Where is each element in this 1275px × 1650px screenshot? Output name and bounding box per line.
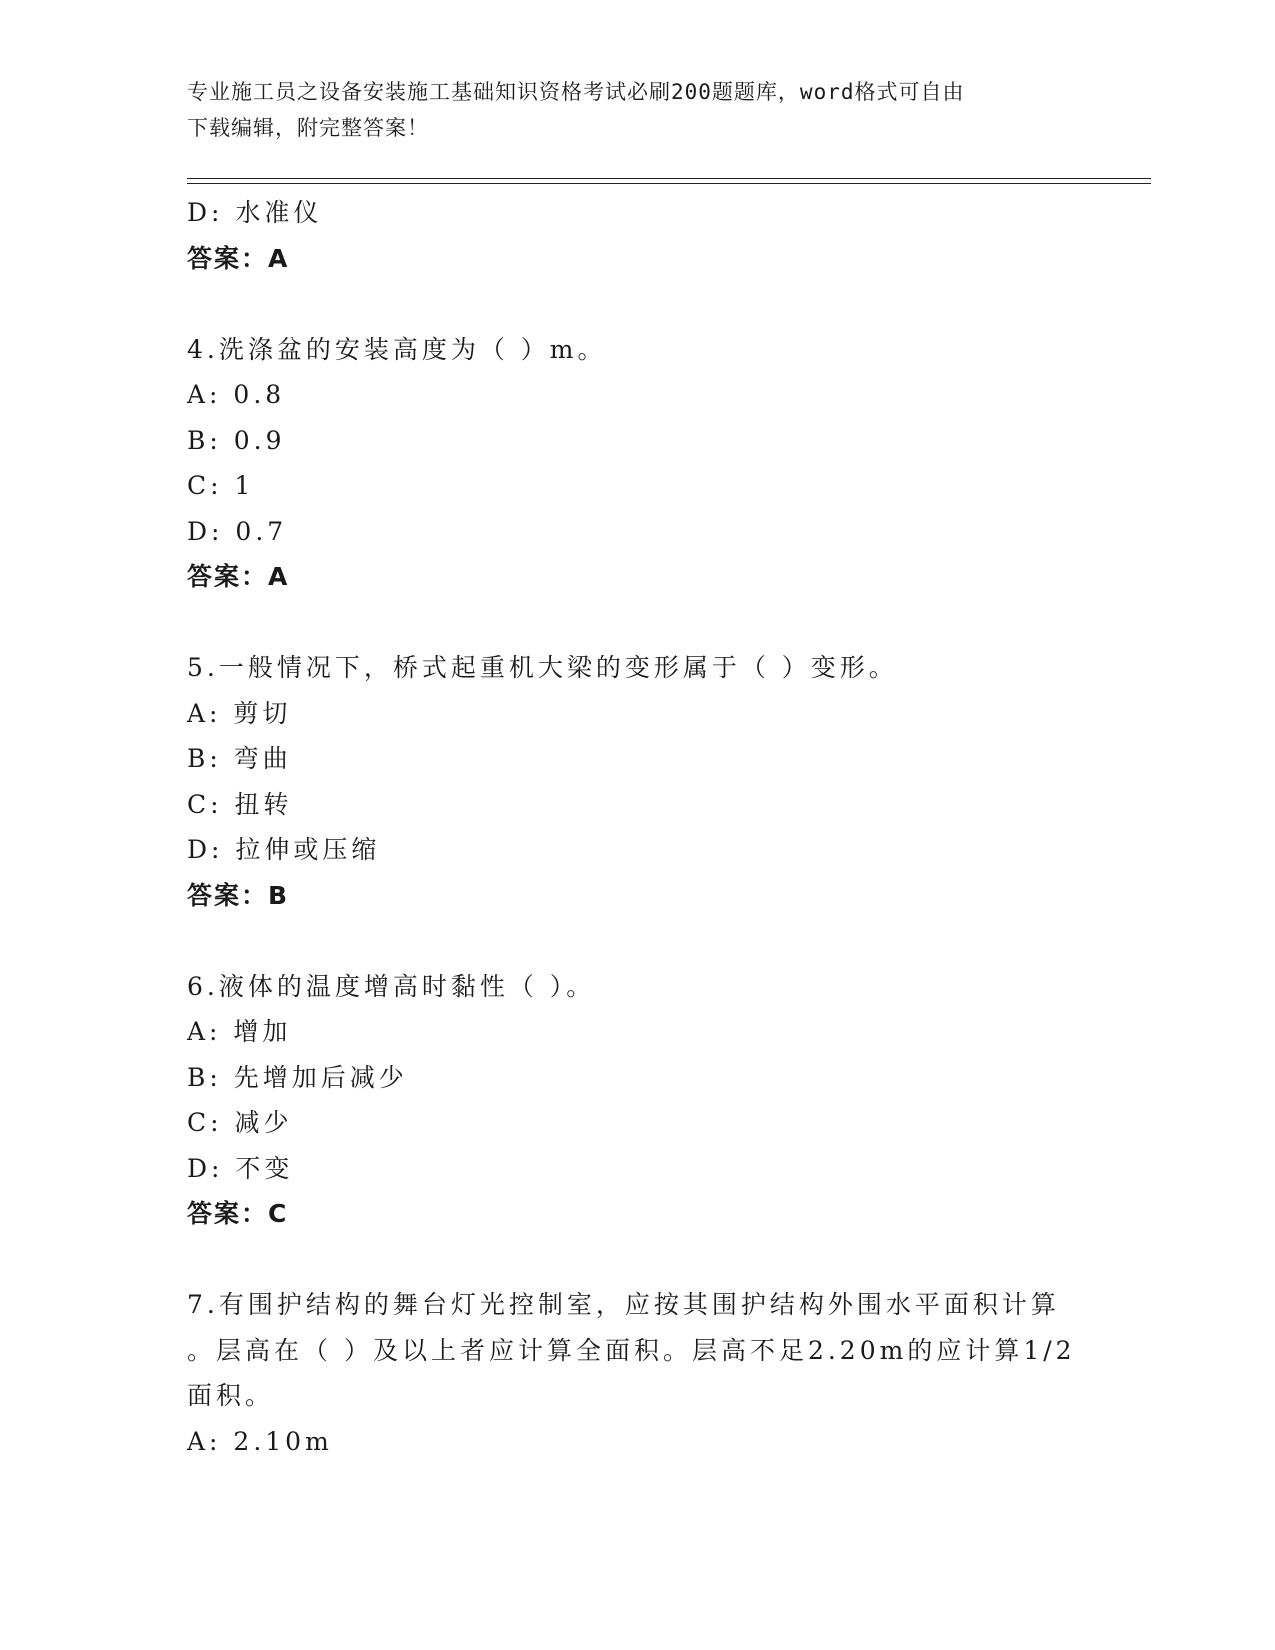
document-header <box>187 74 1087 146</box>
question-text-line-3: 面积。 <box>187 1381 275 1410</box>
header-divider-top <box>187 178 1151 179</box>
answer-label: 答案：B <box>187 880 290 910</box>
answer-label: 答案：A <box>187 243 290 273</box>
question-7 <box>187 1282 1087 1464</box>
question-list <box>187 190 1087 1464</box>
option-d: D: 水准仪 <box>187 198 323 227</box>
option-d: D: 拉伸或压缩 <box>187 835 381 864</box>
spacer <box>187 918 1087 964</box>
question-text: 6.液体的温度增高时黏性（ ）。 <box>187 971 596 1001</box>
header-title-line-1: 专业施工员之设备安装施工基础知识资格考试必刷200题题库，word格式可自由 <box>187 80 965 104</box>
option-d: D: 0.7 <box>187 516 288 546</box>
option-a: A: 剪切 <box>187 698 292 728</box>
option-b: B: 弯曲 <box>187 744 292 773</box>
question-4 <box>187 327 1087 600</box>
answer-label: 答案：C <box>187 1199 289 1228</box>
spacer <box>187 600 1087 646</box>
option-b: B: 0.9 <box>187 425 286 455</box>
question-text: 5.一般情况下，桥式起重机大梁的变形属于（ ）变形。 <box>187 653 898 682</box>
answer-label: 答案：A <box>187 562 290 591</box>
question-5 <box>187 645 1087 918</box>
option-c: C: 扭转 <box>187 789 293 819</box>
option-c: C: 减少 <box>187 1108 293 1137</box>
option-a: A: 0.8 <box>187 380 286 409</box>
question-text: 4.洗涤盆的安装高度为（ ）m。 <box>187 334 607 364</box>
spacer <box>187 1237 1087 1283</box>
option-d: D: 不变 <box>187 1153 294 1183</box>
header-title-line-2: 下载编辑，附完整答案！ <box>187 116 429 140</box>
spacer <box>187 281 1087 327</box>
option-b: B: 先增加后减少 <box>187 1062 408 1092</box>
question-3-fragment <box>187 190 1087 281</box>
header-divider-bottom <box>187 183 1151 184</box>
question-6 <box>187 964 1087 1237</box>
option-c: C: 1 <box>187 471 255 500</box>
question-text-line-1: 7.有围护结构的舞台灯光控制室，应按其围护结构外围水平面积计算 <box>187 1290 1060 1319</box>
question-text-line-2: 。层高在（ ）及以上者应计算全面积。层高不足2.20m的应计算1/2 <box>187 1335 1076 1365</box>
option-a: A: 2.10m <box>187 1426 333 1456</box>
option-a: A: 增加 <box>187 1017 292 1046</box>
